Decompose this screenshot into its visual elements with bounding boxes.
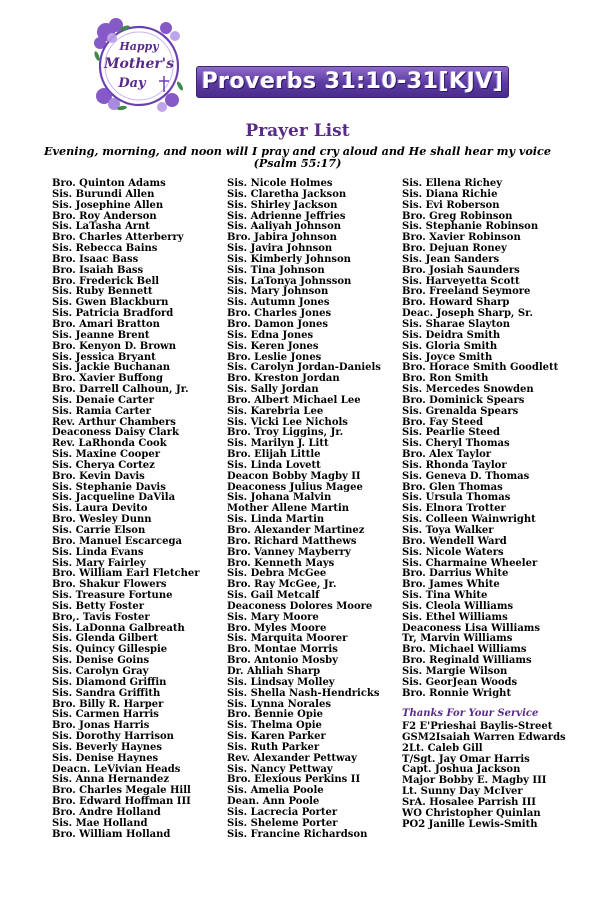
list-item: Sis. Geneva D. Thomas: [402, 470, 530, 482]
list-item: Sis. Rebecca Bains: [52, 243, 158, 255]
list-item: Sis. Ursula Thomas: [402, 492, 511, 504]
list-item: Sis. Quincy Gillespie: [52, 644, 168, 656]
list-item: Bro. Shakur Flowers: [52, 579, 167, 591]
list-item: Bro. Darrius White: [402, 568, 509, 580]
list-item: 2Lt. Caleb Gill: [402, 742, 483, 754]
list-item: Bro. William Holland: [52, 828, 171, 840]
list-item: Sis. Elnora Trotter: [402, 503, 506, 515]
prayer-list-column-1: [52, 179, 200, 840]
list-item: Sis. Marquita Moorer: [227, 633, 348, 645]
list-item: Sis. Gail Metcalf: [227, 590, 320, 602]
list-item: Bro. Horace Smith Goodlett: [402, 362, 559, 374]
list-item: Rev. LaRhonda Cook: [52, 438, 167, 450]
service-members-list: [402, 722, 566, 830]
list-item: Bro. Charles Atterberry: [52, 232, 184, 244]
list-item: Sis. Ellena Richey: [402, 178, 503, 189]
list-item: T/Sgt. Jay Omar Harris: [402, 753, 530, 765]
list-item: Bro. Xavier Robinson: [402, 232, 521, 244]
list-item: Sis. Jackie Buchanan: [52, 362, 171, 374]
list-item: Deaconess Lisa Williams: [402, 622, 541, 634]
list-item: Bro. Isaiah Bass: [52, 264, 144, 276]
list-item: Sis. Treasure Fortune: [52, 590, 173, 602]
list-item: WO Christopher Quinlan: [402, 807, 541, 819]
list-item: Bro. Kreston Jordan: [227, 373, 340, 385]
list-item: Sis. Deidra Smith: [402, 329, 501, 341]
list-item: Bro. Albert Michael Lee: [227, 394, 361, 406]
list-item: Deaconess Dolores Moore: [227, 600, 373, 612]
list-item: Rev. Arthur Chambers: [52, 416, 176, 428]
list-item: Sis. Evi Roberson: [402, 199, 500, 211]
list-item: Sis. Stephanie Robinson: [402, 221, 539, 233]
list-item: Deaconess Julius Magee: [227, 481, 363, 493]
list-item: Sis. Sharae Slayton: [402, 318, 511, 330]
list-item: Sis. Karebria Lee: [227, 405, 324, 417]
svg-text:Mother's: Mother's: [104, 56, 174, 72]
list-item: Sis. Autumn Jones: [227, 297, 330, 309]
list-item: Sis. Keren Jones: [227, 340, 319, 352]
list-item: Sis. Cheryl Thomas: [402, 438, 510, 450]
list-item: Sis. Marilyn J. Litt: [227, 438, 329, 450]
list-item: GSM2Isaiah Warren Edwards: [402, 731, 566, 743]
list-item: Bro. Kenyon D. Brown: [52, 340, 177, 352]
list-item: Sis. Amelia Poole: [227, 785, 324, 797]
list-item: Sis. Francine Richardson: [227, 828, 368, 840]
list-item: Deacon Bobby Magby II: [227, 470, 361, 482]
list-item: Sis. Carrie Elson: [52, 525, 146, 536]
list-item: Sis. Ethel Williams: [402, 611, 508, 623]
list-item: Sis. Jeanne Brent: [52, 329, 150, 341]
list-item: Bro. Josiah Saunders: [402, 264, 520, 276]
list-item: Sis. Shella Nash-Hendricks: [227, 687, 380, 699]
list-item: Bro. Wesley Dunn: [52, 514, 152, 526]
list-item: Sis. Carolyn Jordan-Daniels: [227, 362, 381, 374]
verse-text: Evening, morning, and noon will I pray and cry aloud and He shall hear my voice: [44, 144, 551, 158]
list-item: Bro. Andre Holland: [52, 806, 161, 818]
list-item: Sis. Patricia Bradford: [52, 308, 174, 320]
list-item: Bro. Greg Robinson: [402, 210, 513, 222]
list-item: Rev. Alexander Pettway: [227, 752, 357, 764]
list-item: Sis. Carmen Harris: [52, 709, 159, 721]
list-item: Sis. Nicole Waters: [402, 546, 504, 558]
list-item: Sis. Karen Parker: [227, 731, 326, 743]
list-item: Sis. Adrienne Jeffries: [227, 210, 346, 222]
list-item: Sis. Mary Moore: [227, 611, 319, 623]
list-item: Sis. Tina White: [402, 590, 488, 602]
list-item: SrA. Hosalee Parrish III: [402, 796, 536, 808]
list-item: F2 E'Prieshai Baylis-Street: [402, 721, 553, 732]
list-item: Sis. Mercedes Snowden: [402, 384, 534, 396]
list-item: Sis. Carolyn Gray: [52, 665, 149, 677]
prayer-list-column-2: [227, 179, 381, 840]
list-item: Sis. Gloria Smith: [402, 340, 498, 352]
list-item: Sis. LaTasha Arnt: [52, 221, 150, 233]
list-item: Sis. Mary Fairley: [52, 557, 146, 569]
list-item: Deacn. LeVivian Heads: [52, 763, 181, 775]
list-item: Bro. Vanney Mayberry: [227, 546, 351, 558]
list-item: Bro. Ronnie Wright: [402, 687, 512, 699]
list-item: Sis. Aaliyah Johnson: [227, 221, 342, 233]
list-item: Sis. Linda Martin: [227, 514, 325, 526]
list-item: Bro. Reginald Williams: [402, 655, 532, 667]
prayer-list-column-3: [402, 179, 558, 700]
list-item: Bro. James White: [402, 579, 500, 591]
list-item: Sis. LaTonya Johnsson: [227, 275, 352, 287]
list-item: Sis. Margie Wilson: [402, 665, 508, 677]
list-item: Sis. Jessica Bryant: [52, 351, 156, 363]
list-item: Sis. Denise Goins: [52, 655, 150, 667]
list-item: Bro. Elexious Perkins II: [227, 774, 361, 786]
list-item: Bro. Ray McGee, Jr.: [227, 579, 337, 591]
list-item: Bro. Elijah Little: [227, 449, 321, 461]
verse-reference: (Psalm 55:17): [253, 156, 342, 170]
page-title: Prayer List: [245, 121, 350, 141]
scripture-banner: Proverbs 31:10-31[KJV]: [196, 66, 509, 98]
list-item: Bro. Michael Williams: [402, 644, 527, 656]
list-item: Bro. Troy Liggins, Jr.: [227, 427, 344, 439]
list-item: Bro. Frederick Bell: [52, 275, 160, 287]
list-item: Sis. Anna Hernandez: [52, 774, 170, 786]
list-item: Sis. Shirley Jackson: [227, 199, 338, 211]
list-item: Bro. Xavier Buffong: [52, 373, 164, 385]
list-item: Sis. Rhonda Taylor: [402, 459, 507, 471]
list-item: Sis. Thelma Opie: [227, 720, 322, 732]
list-item: Sis. Harveyetta Scott: [402, 275, 520, 287]
list-item: Bro. Billy R. Harper: [52, 698, 164, 710]
list-item: Sis. Lynna Norales: [227, 698, 331, 710]
svg-text:Happy: Happy: [119, 40, 159, 53]
list-item: Sis. Lindsay Molley: [227, 676, 335, 688]
list-item: Bro. Fay Steed: [402, 416, 484, 428]
list-item: Sis. Gwen Blackburn: [52, 297, 169, 309]
list-item: Bro. Ron Smith: [402, 373, 489, 385]
list-item: Bro. Roy Anderson: [52, 210, 157, 222]
list-item: Sis. Tina Johnson: [227, 264, 325, 276]
list-item: Bro. Isaac Bass: [52, 253, 139, 265]
list-item: Bro. Myles Moore: [227, 622, 327, 634]
list-item: Sis. Diamond Griffin: [52, 676, 167, 688]
list-item: Capt. Joshua Jackson: [402, 764, 521, 776]
list-item: Bro. Kenneth Mays: [227, 557, 335, 569]
list-item: Deaconess Daisy Clark: [52, 427, 179, 439]
list-item: Bro. Damon Jones: [227, 318, 328, 330]
list-item: Bro. William Earl Fletcher: [52, 568, 200, 580]
list-item: Bro. Alexander Martinez: [227, 525, 365, 536]
list-item: Bro. Quinton Adams: [52, 178, 166, 189]
list-item: Bro. Howard Sharp: [402, 297, 510, 309]
list-item: Bro. Charles Jones: [227, 308, 332, 320]
list-item: Bro. Glen Thomas: [402, 481, 503, 493]
list-item: Sis. Joyce Smith: [402, 351, 493, 363]
list-item: Sis. Pearlie Steed: [402, 427, 500, 439]
list-item: Bro,. Tavis Foster: [52, 611, 150, 623]
list-item: Sis. Charmaine Wheeler: [402, 557, 538, 569]
list-item: Sis. LaDonna Galbreath: [52, 622, 185, 634]
list-item: Sis. Kimberly Johnson: [227, 253, 351, 265]
list-item: Sis. GeorJean Woods: [402, 676, 518, 688]
list-item: Sis. Sally Jordan: [227, 384, 319, 396]
list-item: Sis. Diana Richie: [402, 188, 498, 200]
list-item: Sis. Ruby Bennett: [52, 286, 153, 298]
list-item: Sis. Jacqueline DaVila: [52, 492, 176, 504]
list-item: Sis. Claretha Jackson: [227, 188, 347, 200]
list-item: Bro. Darrell Calhoun, Jr.: [52, 384, 189, 396]
list-item: Sis. Laura Devito: [52, 503, 148, 515]
list-item: Sis. Mae Holland: [52, 817, 148, 829]
list-item: Sis. Denaie Carter: [52, 394, 154, 406]
list-item: Sis. Burundi Allen: [52, 188, 155, 200]
list-item: Major Bobby E. Magby III: [402, 775, 547, 787]
list-item: Lt. Sunny Day McIver: [402, 786, 523, 798]
list-item: Sis. Nicole Holmes: [227, 178, 333, 189]
list-item: Bro. Manuel Escarcega: [52, 535, 182, 547]
list-item: Sis. Linda Lovett: [227, 459, 321, 471]
list-item: Sis. Mary Johnson: [227, 286, 329, 298]
list-item: Bro. Kevin Davis: [52, 470, 145, 482]
list-item: Bro. Wendell Ward: [402, 535, 507, 547]
list-item: Dr. Ahliah Sharp: [227, 665, 321, 677]
list-item: Sis. Betty Foster: [52, 600, 145, 612]
list-item: Bro. Dejuan Roney: [402, 243, 507, 255]
list-item: Bro. Bennie Opie: [227, 709, 324, 721]
list-item: Mother Allene Martin: [227, 503, 350, 515]
list-item: Sis. Beverly Haynes: [52, 741, 162, 753]
list-item: Bro. Montae Morris: [227, 644, 338, 656]
list-item: Deac. Joseph Sharp, Sr.: [402, 308, 533, 320]
list-item: Sis. Sandra Griffith: [52, 687, 161, 699]
list-item: PO2 Janille Lewis-Smith: [402, 818, 538, 830]
list-item: Bro. Alex Taylor: [402, 449, 492, 461]
list-item: Sis. Johana Malvin: [227, 492, 332, 504]
list-item: Dean. Ann Poole: [227, 796, 320, 808]
list-item: Sis. Ramia Carter: [52, 405, 151, 417]
list-item: Sis. Nancy Pettway: [227, 763, 333, 775]
thanks-heading: Thanks For Your Service: [402, 708, 539, 719]
flower-wreath-icon: [92, 16, 190, 114]
list-item: Bro. Antonio Mosby: [227, 655, 338, 667]
list-item: Sis. Linda Evans: [52, 546, 144, 558]
list-item: Bro. Amari Bratton: [52, 318, 160, 330]
list-item: Sis. Colleen Wainwright: [402, 514, 536, 526]
list-item: Sis. Debra McGee: [227, 568, 327, 580]
list-item: Bro. Richard Matthews: [227, 535, 357, 547]
list-item: Sis. Cleola Williams: [402, 600, 514, 612]
list-item: Sis. Vicki Lee Nichols: [227, 416, 348, 428]
list-item: Sis. Josephine Allen: [52, 199, 164, 211]
list-item: Sis. Stephanie Davis: [52, 481, 166, 493]
list-item: Bro. Freeland Seymore: [402, 286, 531, 298]
scripture-verse: [0, 145, 595, 169]
list-item: Bro. Dominick Spears: [402, 394, 525, 406]
list-item: Sis. Glenda Gilbert: [52, 633, 158, 645]
list-item: Sis. Maxine Cooper: [52, 449, 160, 461]
list-item: Tr, Marvin Williams: [402, 633, 513, 645]
list-item: Sis. Cherya Cortez: [52, 459, 155, 471]
svg-text:Day: Day: [118, 76, 146, 91]
list-item: Bro. Jabira Johnson: [227, 232, 337, 244]
list-item: Sis. Sheleme Porter: [227, 817, 338, 829]
list-item: Sis. Jean Sanders: [402, 253, 500, 265]
list-item: Bro. Charles Megale Hill: [52, 785, 191, 797]
list-item: Sis. Toya Walker: [402, 525, 494, 536]
list-item: Sis. Javira Johnson: [227, 243, 333, 255]
list-item: Sis. Edna Jones: [227, 329, 314, 341]
list-item: Bro. Edward Hoffman III: [52, 796, 191, 808]
list-item: Sis. Grenalda Spears: [402, 405, 519, 417]
list-item: Bro. Jonas Harris: [52, 720, 150, 732]
list-item: Bro. Leslie Jones: [227, 351, 322, 363]
list-item: Sis. Denise Haynes: [52, 752, 159, 764]
list-item: Sis. Lacrecia Porter: [227, 806, 338, 818]
mothers-day-badge: [92, 16, 190, 114]
list-item: Sis. Dorothy Harrison: [52, 731, 174, 743]
list-item: Sis. Ruth Parker: [227, 741, 320, 753]
